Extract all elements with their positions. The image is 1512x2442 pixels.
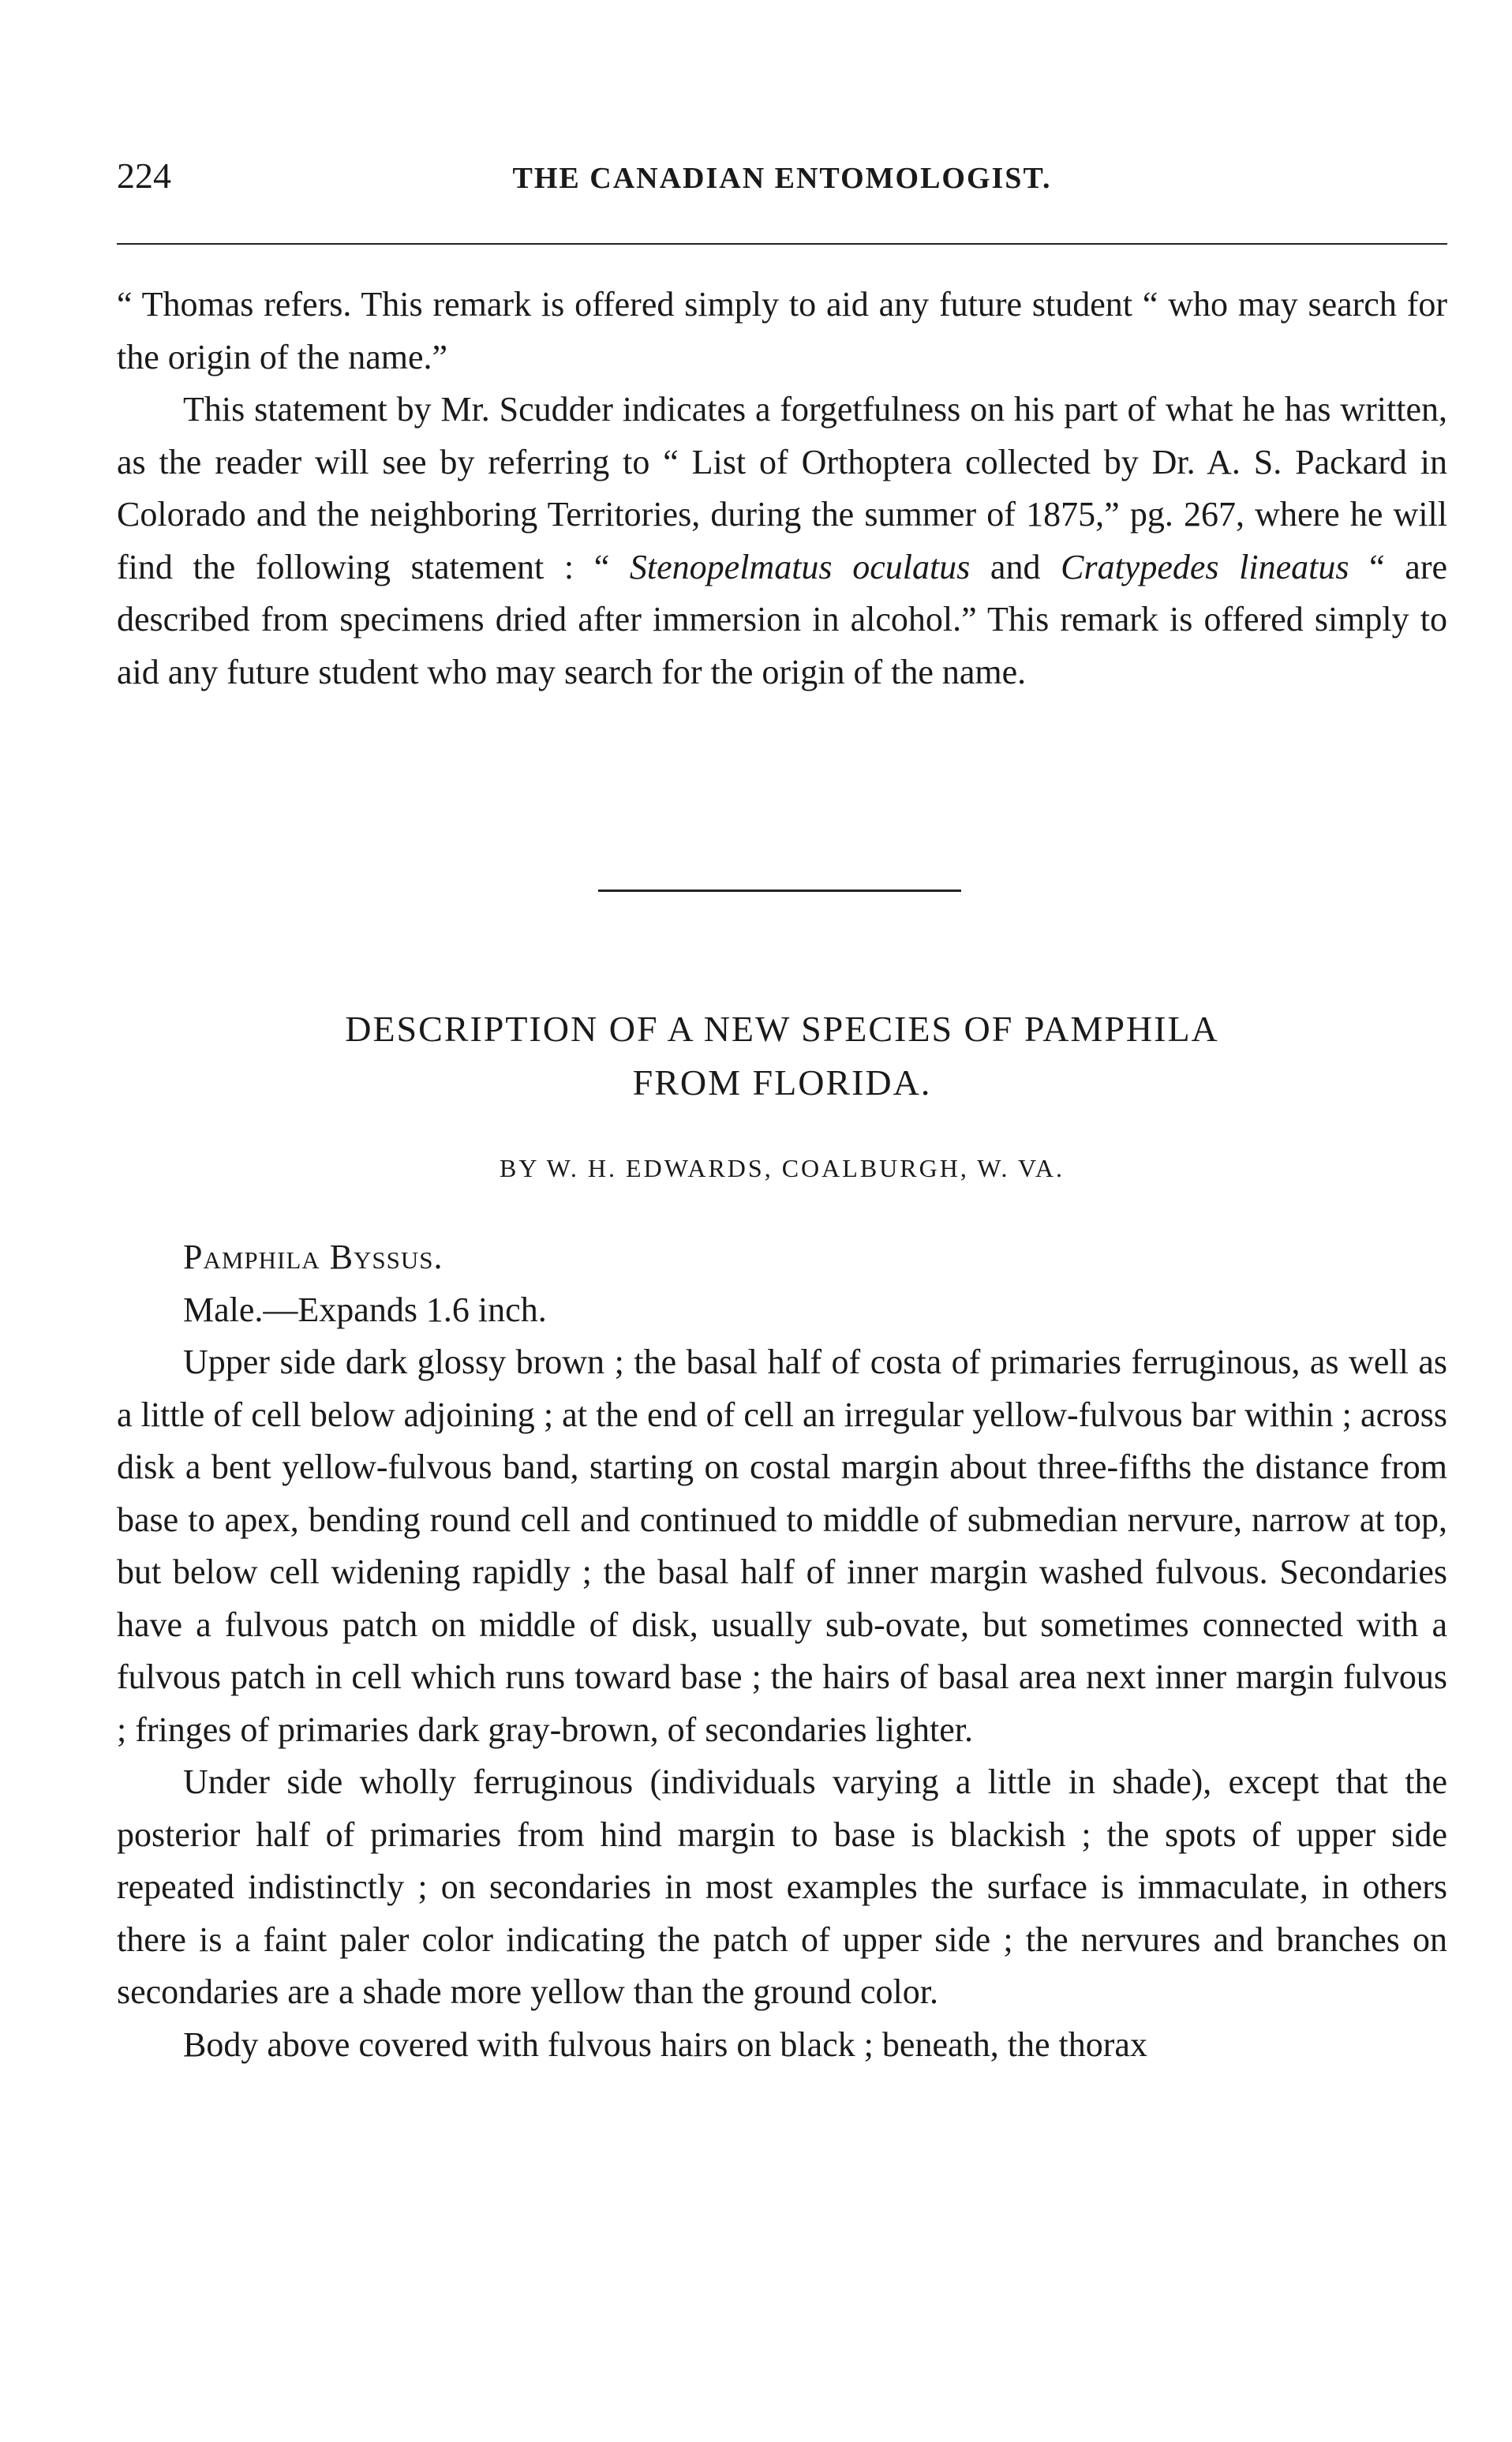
species-name: Stenopelmatus oculatus: [629, 547, 971, 586]
paragraph-upper-side: Upper side dark glossy brown ; the basal half of costa of primaries ferruginous, as well as a little of cell below adjoining ; at the end of cell an irregular yellow-fulvous bar within ; across disk a bent yellow-fulvous band, starting on costal margin about three-fifths the distance from base to apex, bending round cell and continued to middle of submedian nervure, narrow at top, but below cell widening rapidly ; the basal half of inner margin washed fulvous. Secondaries have a fulvous patch on middle of disk, usually sub-ovate, but sometimes connected with a fulvous patch in cell which runs toward base ; the hairs of basal area next inner margin fulvous ; fringes of primaries dark gray-brown, of secondaries lighter.: [117, 1343, 1447, 1749]
page-header: [117, 155, 1447, 202]
page-number: 224: [117, 155, 171, 196]
byline: BY W. H. EDWARDS, COALBURGH, W. VA.: [499, 1154, 1065, 1182]
previous-article-end: [117, 279, 1447, 699]
article-title: [117, 1002, 1447, 1110]
header-rule: [117, 243, 1447, 245]
article-body: [117, 1231, 1447, 2071]
conjunction: and: [970, 547, 1061, 586]
male-expanse: Male.—Expands 1.6 inch.: [183, 1290, 547, 1329]
species-name: Cratypedes lineatus: [1061, 547, 1349, 586]
paragraph-under-side: Under side wholly ferruginous (individuals varying a little in shade), except that the posterior half of primaries from hind margin to base is blackish ; the spots of upper side repeated indistinctly ; on secondaries in most examples the surface is immaculate, in others there is a faint paler color indicating the patch of upper side ; the nervures and branches on secondaries are a shade more yellow than the ground color.: [117, 1762, 1447, 2011]
paragraph-statement: [117, 384, 1447, 699]
section-separator: [598, 890, 961, 892]
statement-text: This statement by Mr. Scudder indicates a forgetfulness on his part of what he has written, as the reader will see by referring to “ List of Orthoptera collected by Dr. A. S. Packard in Colorado and the neighboring Territories, during the summer of 1875,” pg. 267, where he will find the following statement : “: [117, 390, 1447, 586]
title-line: FROM FLORIDA.: [632, 1062, 932, 1103]
title-line: DESCRIPTION OF A NEW SPECIES OF PAMPHILA: [345, 1009, 1219, 1049]
paragraph-body: Body above covered with fulvous hairs on black ; beneath, the thorax: [183, 2024, 1147, 2064]
species-heading: Pamphila Byssus.: [183, 1238, 443, 1276]
running-title: THE CANADIAN ENTOMOLOGIST.: [512, 162, 1052, 195]
statement-text: “ are described from specimens dried after immersion in alcohol.” This remark is offered simply to aid any future student who may search for the origin of the name.: [117, 547, 1447, 691]
paragraph-continuation: “ Thomas refers. This remark is offered simply to aid any future student “ who may search for the origin of the name.”: [117, 285, 1447, 376]
